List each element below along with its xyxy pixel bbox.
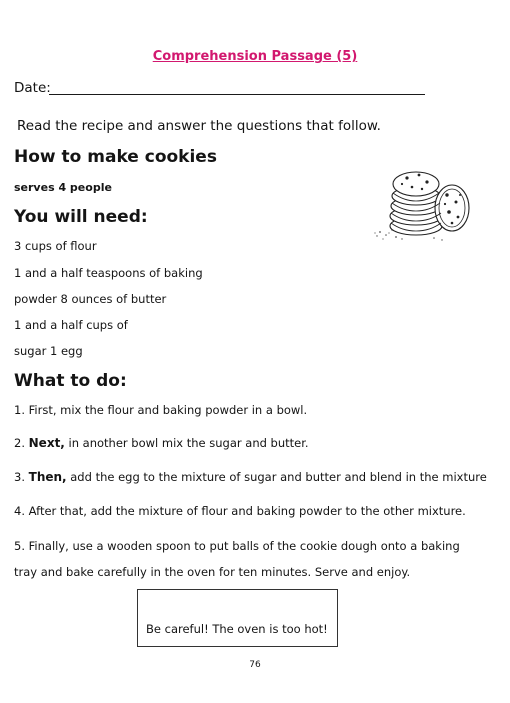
step-number: 4.: [14, 504, 29, 518]
date-fill-line: [49, 94, 425, 95]
step-text: Finally, use a wooden spoon to put balls of the cookie dough onto a baking: [28, 539, 460, 553]
step-keyword: Next,: [28, 436, 65, 450]
warning-text: Be careful! The oven is too hot!: [146, 622, 328, 636]
ingredient-line: 1 and a half teaspoons of baking: [14, 266, 203, 280]
step-text: First, mix the flour and baking powder in a bowl.: [28, 403, 308, 417]
page-number: 76: [249, 660, 261, 670]
ingredient-line: sugar 1 egg: [14, 344, 83, 358]
method-step-continued: [14, 565, 410, 579]
serves-text: serves 4 people: [14, 181, 112, 194]
ingredients-heading: You will need:: [14, 207, 148, 227]
instructions-text: Read the recipe and answer the questions that follow.: [17, 118, 381, 134]
cookie-stack-icon: [372, 160, 476, 246]
method-step: [14, 539, 460, 553]
step-text: tray and bake carefully in the oven for ten minutes. Serve and enjoy.: [14, 565, 411, 579]
warning-box: [137, 589, 338, 647]
step-keyword: Then,: [28, 470, 67, 484]
step-text: After that, add the mixture of flour and baking powder to the other mixture.: [28, 504, 466, 518]
method-step: [14, 403, 307, 417]
ingredient-line: powder 8 ounces of butter: [14, 292, 167, 306]
method-step: [14, 436, 309, 450]
recipe-title: How to make cookies: [14, 147, 217, 167]
step-number: 1.: [14, 403, 29, 417]
method-step: [14, 470, 487, 484]
passage-title: Comprehension Passage (5): [152, 49, 358, 64]
step-number: 2.: [14, 436, 29, 450]
ingredient-line: 3 cups of flour: [14, 239, 97, 253]
step-number: 3.: [14, 470, 29, 484]
ingredient-line: 1 and a half cups of: [14, 318, 128, 332]
date-label: Date:: [14, 80, 51, 96]
method-step: [14, 504, 466, 518]
method-heading: What to do:: [14, 371, 127, 391]
step-text: in another bowl mix the sugar and butter.: [64, 436, 309, 450]
step-number: 5.: [14, 539, 29, 553]
step-text: add the egg to the mixture of sugar and butter and blend in the mixture: [66, 470, 487, 484]
